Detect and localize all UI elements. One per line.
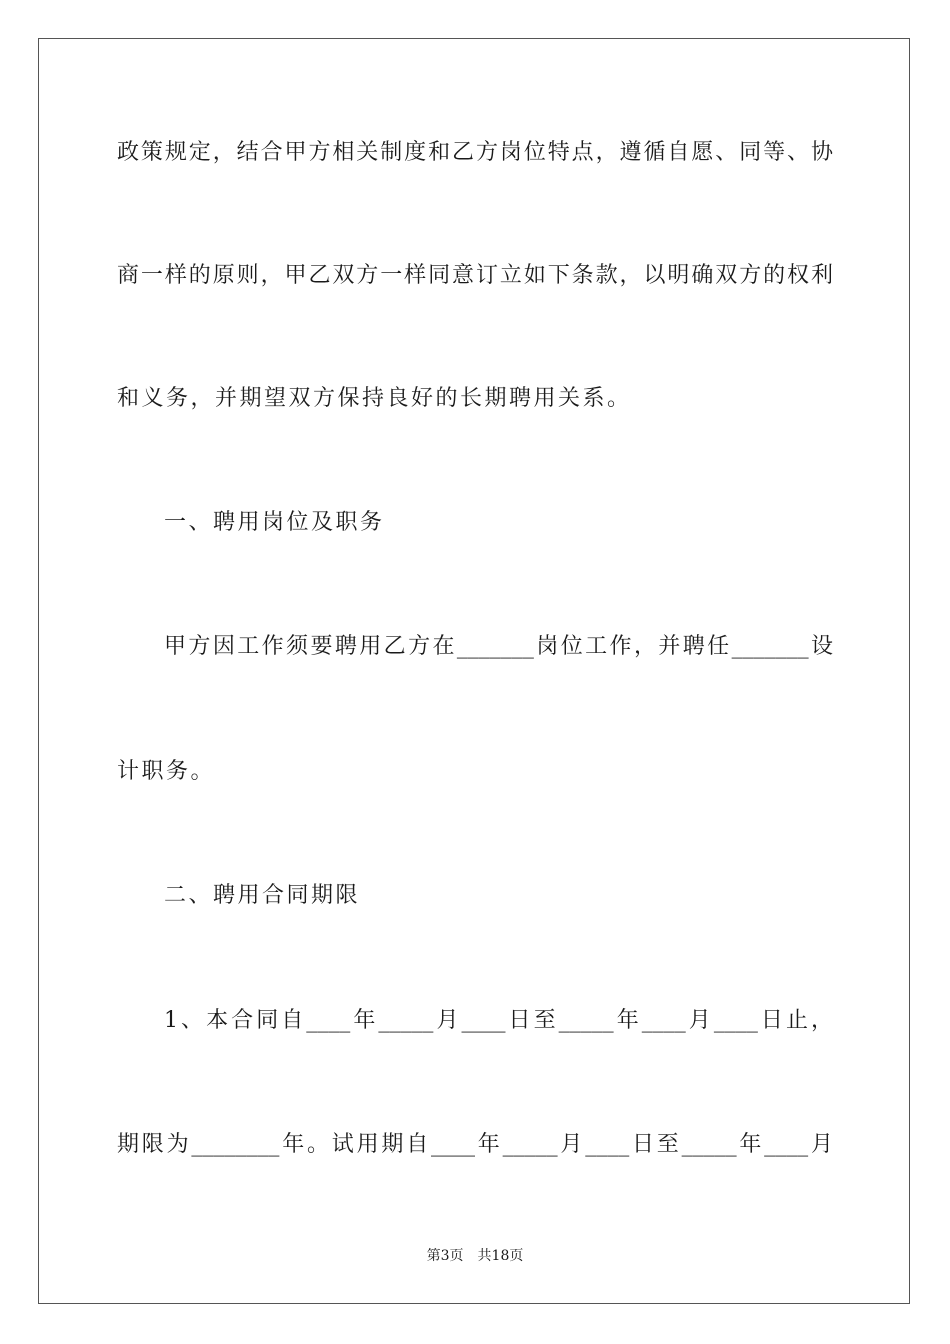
paragraph-line: 政策规定，结合甲方相关制度和乙方岗位特点，遵循自愿、同等、协 [117,140,833,165]
section-heading: 一、聘用岗位及职务 [164,510,385,535]
paragraph-line: 1、本合同自____年_____月____日至_____年____月____日止， [164,1008,833,1033]
page-number: 第3页 [426,1248,464,1264]
paragraph-line: 期限为________年。试用期自____年_____月____日至_____年____月 [117,1132,833,1157]
section-heading: 二、聘用合同期限 [164,883,361,908]
paragraph-line: 商一样的原则，甲乙双方一样同意订立如下条款，以明确双方的权利 [117,263,833,288]
paragraph-line: 甲方因工作须要聘用乙方在_______岗位工作，并聘任_______设 [164,634,833,659]
paragraph-line: 和义务，并期望双方保持良好的长期聘用关系。 [117,386,632,411]
page-frame [38,38,910,1304]
paragraph-line: 计职务。 [117,759,216,784]
page-total: 共18页 [477,1248,524,1264]
page-footer [0,1247,950,1265]
